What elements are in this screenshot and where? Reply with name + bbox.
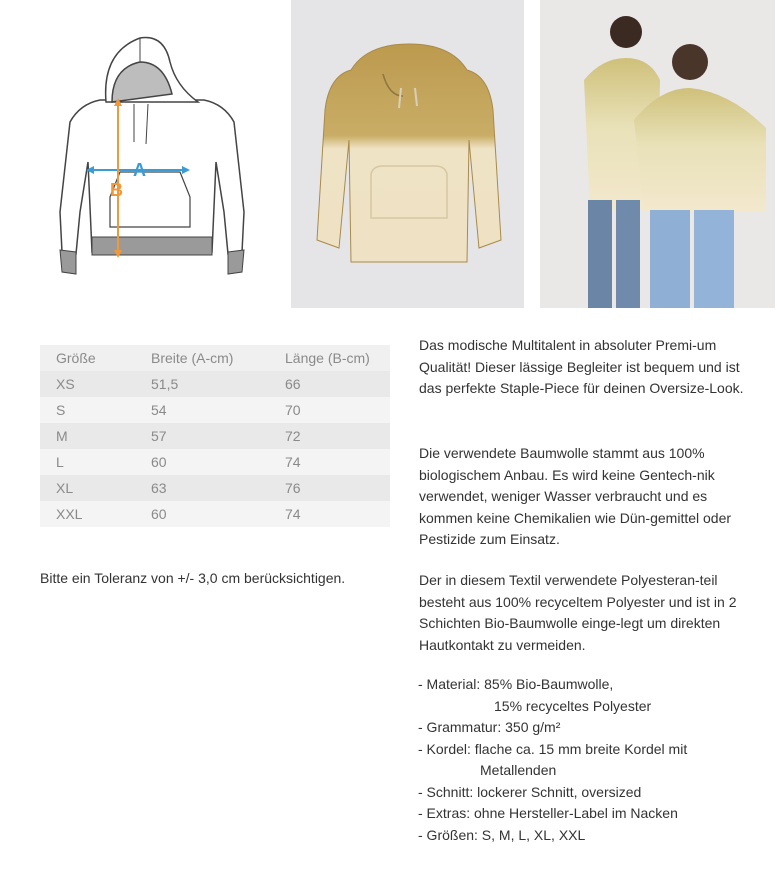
spec-material-continued: 15% recyceltes Polyester bbox=[494, 697, 652, 714]
cell-size: XL bbox=[40, 475, 151, 501]
table-row bbox=[40, 449, 390, 475]
header-length: Länge (B-cm) bbox=[285, 345, 390, 371]
spec-extras: - Extras: ohne Hersteller-Label im Nacken bbox=[418, 805, 678, 821]
hoodie-measurement-diagram bbox=[40, 22, 280, 308]
spec-material: - Material: 85% Bio-Baumwolle, bbox=[418, 676, 614, 692]
header-width: Breite (A-cm) bbox=[151, 345, 285, 371]
cell-size: L bbox=[40, 449, 151, 475]
measure-b-label: B bbox=[110, 180, 123, 200]
cell-size: XXL bbox=[40, 501, 151, 527]
spec-groessen: - Größen: S, M, L, XL, XXL bbox=[418, 826, 586, 843]
size-table-header bbox=[40, 345, 390, 371]
table-row bbox=[40, 501, 390, 527]
cell-length: 72 bbox=[285, 423, 390, 449]
cell-length: 70 bbox=[285, 397, 390, 423]
product-photo bbox=[291, 0, 524, 308]
cell-width: 60 bbox=[151, 501, 285, 527]
measure-a-label: A bbox=[133, 160, 146, 180]
cell-size: S bbox=[40, 397, 151, 423]
size-table bbox=[40, 345, 390, 527]
cell-size: M bbox=[40, 423, 151, 449]
cell-length: 76 bbox=[285, 475, 390, 501]
spec-kordel-continued: Metallenden bbox=[480, 762, 557, 778]
table-row bbox=[40, 397, 390, 423]
table-row bbox=[40, 371, 390, 397]
cell-width: 54 bbox=[151, 397, 285, 423]
description-paragraph: Das modische Multitalent in absoluter Premi-um Qualität! Dieser lässige Begleiter ist bequem und ist das perfekte Staple-Piece für deinen Oversize-Look. bbox=[419, 337, 744, 396]
model-photo bbox=[540, 0, 775, 308]
spec-schnitt: - Schnitt: lockerer Schnitt, oversized bbox=[418, 783, 642, 800]
description-paragraph: Der in diesem Textil verwendete Polyesteran-teil besteht aus 100% recyceltem Polyester und ist in 2 Schichten Bio-Baumwolle einge-legt um direkten Hautkontakt zu vermeiden. bbox=[419, 572, 737, 653]
spec-kordel: - Kordel: flache ca. 15 mm breite Kordel mit bbox=[418, 740, 688, 757]
description-paragraph: Die verwendete Baumwolle stammt aus 100% biologischem Anbau. Es wird keine Gentech-nik verwendet, weniger Wasser verbraucht und es kommen keine Chemikalien wie Dün-gemittel oder Pestizide zum Einsatz. bbox=[419, 445, 732, 547]
table-row bbox=[40, 475, 390, 501]
cell-length: 66 bbox=[285, 371, 390, 397]
cell-width: 63 bbox=[151, 475, 285, 501]
cell-size: XS bbox=[40, 371, 151, 397]
cell-length: 74 bbox=[285, 501, 390, 527]
cell-width: 51,5 bbox=[151, 371, 285, 397]
cell-width: 60 bbox=[151, 449, 285, 475]
header-size: Größe bbox=[40, 345, 151, 371]
spec-list bbox=[418, 674, 758, 846]
spec-grammatur: - Grammatur: 350 g/m² bbox=[418, 719, 561, 735]
cell-width: 57 bbox=[151, 423, 285, 449]
cell-length: 74 bbox=[285, 449, 390, 475]
table-row bbox=[40, 423, 390, 449]
tolerance-note: Bitte ein Toleranz von +/- 3,0 cm berücksichtigen. bbox=[40, 570, 346, 586]
